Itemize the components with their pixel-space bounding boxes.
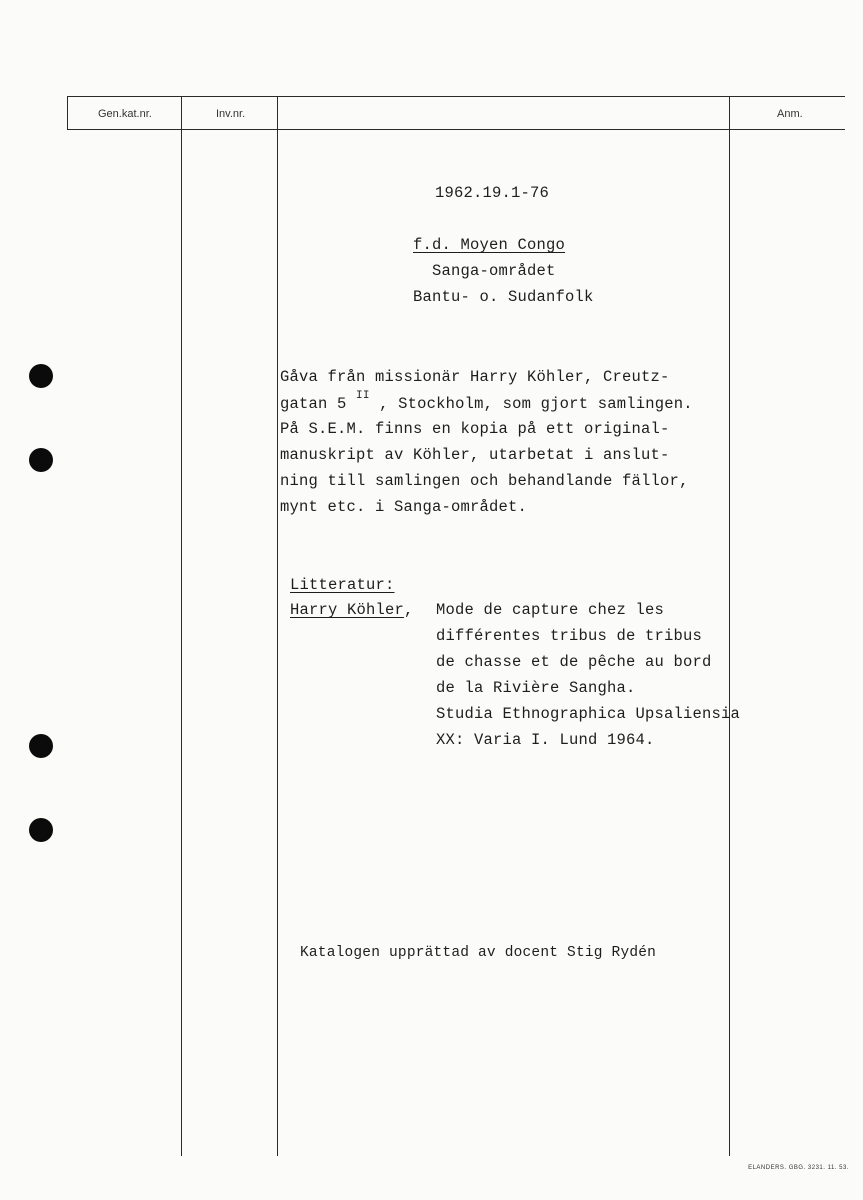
literature-line-2: différentes tribus de tribus: [436, 627, 703, 645]
description-line-6: mynt etc. i Sanga-området.: [280, 498, 528, 516]
punch-hole-2: [29, 448, 53, 472]
description-line-5: ning till samlingen och behandlande fällor,: [280, 472, 689, 490]
column-divider-3: [729, 96, 730, 1156]
printer-footer: ELANDERS. GBG. 3231. 11. 53.: [748, 1165, 849, 1171]
literature-line-3: de chasse et de pêche au bord: [436, 653, 712, 671]
column-divider-2: [277, 96, 278, 1156]
left-border: [67, 96, 68, 130]
region-area: Sanga-området: [432, 262, 556, 280]
description-city: , Stockholm, som gjort samlingen.: [379, 395, 693, 414]
description-floor: II: [356, 390, 370, 402]
header-gen-kat-nr: Gen.kat.nr.: [98, 108, 152, 120]
description-line-4: manuskript av Köhler, utarbetat i anslut-: [280, 446, 670, 464]
literature-line-6: XX: Varia I. Lund 1964.: [436, 731, 655, 749]
punch-hole-4: [29, 818, 53, 842]
region-country: f.d. Moyen Congo: [413, 236, 566, 254]
literature-heading: Litteratur:: [290, 576, 395, 594]
punch-hole-3: [29, 734, 53, 758]
punch-hole-1: [29, 364, 53, 388]
literature-line-1: Mode de capture chez les: [436, 601, 665, 619]
catalog-number: 1962.19.1-76: [435, 184, 550, 202]
literature-author: Harry Köhler: [290, 601, 405, 619]
literature-line-4: de la Rivière Sangha.: [436, 679, 636, 697]
cataloguer-note: Katalogen upprättad av docent Stig Rydén: [300, 945, 657, 961]
description-street: gatan 5: [280, 395, 347, 414]
column-divider-1: [181, 96, 182, 1156]
literature-author-line: [290, 601, 414, 619]
description-line-3: På S.E.M. finns en kopia på ett original-: [280, 420, 670, 438]
description-line-2: [280, 390, 693, 414]
literature-author-separator: ,: [404, 601, 414, 619]
literature-line-5: Studia Ethnographica Upsaliensia: [436, 705, 741, 723]
region-people: Bantu- o. Sudanfolk: [413, 288, 594, 306]
header-anm: Anm.: [777, 108, 803, 120]
description-line-1: Gåva från missionär Harry Köhler, Creutz-: [280, 368, 670, 386]
header-inv-nr: Inv.nr.: [216, 108, 246, 120]
